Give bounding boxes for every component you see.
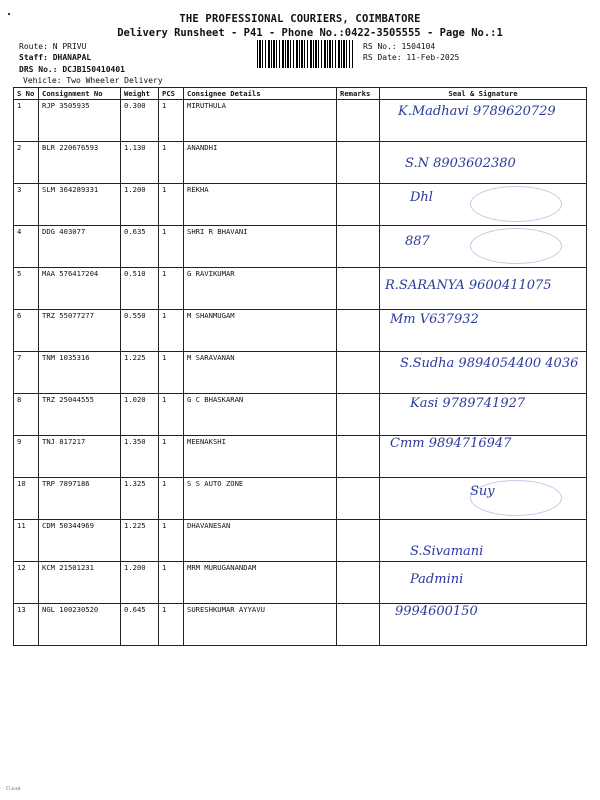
row-consignment: DDG 403077 xyxy=(39,226,121,268)
table-row xyxy=(14,520,587,562)
footer-mark: Clinsd xyxy=(6,786,21,791)
row-signature-cell xyxy=(380,520,587,562)
row-sno: 1 xyxy=(14,100,39,142)
row-signature-cell xyxy=(380,226,587,268)
row-pcs: 1 xyxy=(159,184,184,226)
handwritten-signature: Mm V637932 xyxy=(390,312,479,327)
row-remarks xyxy=(337,310,380,352)
row-sno: 4 xyxy=(14,226,39,268)
seal-stamp xyxy=(470,228,562,264)
row-consignment: MAA 576417204 xyxy=(39,268,121,310)
table-row xyxy=(14,562,587,604)
row-weight: 0.645 xyxy=(121,604,159,646)
row-consignee: M SARAVANAN xyxy=(184,352,337,394)
row-pcs: 1 xyxy=(159,268,184,310)
row-remarks xyxy=(337,520,380,562)
row-consignee: SHRI R BHAVANI xyxy=(184,226,337,268)
handwritten-signature: 887 xyxy=(405,234,430,249)
row-consignment: TRP 7897186 xyxy=(39,478,121,520)
row-consignee: ANANDHI xyxy=(184,142,337,184)
row-signature-cell xyxy=(380,562,587,604)
row-sno: 3 xyxy=(14,184,39,226)
seal-stamp xyxy=(470,480,562,516)
col-weight: Weight xyxy=(121,88,159,100)
row-remarks xyxy=(337,352,380,394)
row-sno: 7 xyxy=(14,352,39,394)
row-signature-cell xyxy=(380,268,587,310)
row-sno: 9 xyxy=(14,436,39,478)
row-signature-cell xyxy=(380,478,587,520)
row-remarks xyxy=(337,394,380,436)
table-row xyxy=(14,142,587,184)
row-weight: 1.200 xyxy=(121,184,159,226)
row-pcs: 1 xyxy=(159,352,184,394)
row-consignment: TRZ 25044555 xyxy=(39,394,121,436)
row-consignee: MRM MURUGANANDAM xyxy=(184,562,337,604)
handwritten-signature: R.SARANYA 9600411075 xyxy=(385,278,552,293)
row-signature-cell xyxy=(380,100,587,142)
row-consignee: G C BHASKARAN xyxy=(184,394,337,436)
row-signature-cell xyxy=(380,310,587,352)
rs-date: RS Date: 11-Feb-2025 xyxy=(363,53,460,62)
row-remarks xyxy=(337,100,380,142)
col-remarks: Remarks xyxy=(337,88,380,100)
row-weight: 1.225 xyxy=(121,520,159,562)
row-pcs: 1 xyxy=(159,310,184,352)
runsheet-title: Delivery Runsheet - P41 - Phone No.:0422-3505555 - Page No.:1 xyxy=(117,27,503,39)
row-weight: 0.635 xyxy=(121,226,159,268)
row-pcs: 1 xyxy=(159,226,184,268)
row-remarks xyxy=(337,226,380,268)
row-sno: 11 xyxy=(14,520,39,562)
handwritten-signature: Padmini xyxy=(410,572,464,587)
row-consignee: S S AUTO ZONE xyxy=(184,478,337,520)
row-pcs: 1 xyxy=(159,520,184,562)
col-signature: Seal & Signature xyxy=(380,88,587,100)
seal-stamp xyxy=(470,186,562,222)
row-pcs: 1 xyxy=(159,394,184,436)
row-weight: 0.550 xyxy=(121,310,159,352)
handwritten-signature: K.Madhavi 9789620729 xyxy=(398,104,556,119)
row-consignment: TRZ 55077277 xyxy=(39,310,121,352)
table-header xyxy=(14,88,587,100)
handwritten-signature: Dhl xyxy=(410,190,433,205)
row-signature-cell xyxy=(380,604,587,646)
row-pcs: 1 xyxy=(159,562,184,604)
table-row xyxy=(14,310,587,352)
row-weight: 1.325 xyxy=(121,478,159,520)
row-weight: 1.350 xyxy=(121,436,159,478)
drs-number: DRS No.: DCJB150410401 xyxy=(19,65,125,74)
row-weight: 0.300 xyxy=(121,100,159,142)
table-row xyxy=(14,352,587,394)
row-remarks xyxy=(337,184,380,226)
table-row xyxy=(14,478,587,520)
handwritten-signature: Suy xyxy=(470,484,495,499)
handwritten-signature: Cmm 9894716947 xyxy=(390,436,512,451)
row-signature-cell xyxy=(380,352,587,394)
row-sno: 8 xyxy=(14,394,39,436)
vehicle: Vehicle: Two Wheeler Delivery xyxy=(23,76,163,85)
handwritten-signature: S.Sudha 9894054400 4036 xyxy=(400,356,579,371)
row-signature-cell xyxy=(380,436,587,478)
row-sno: 13 xyxy=(14,604,39,646)
row-sno: 5 xyxy=(14,268,39,310)
handwritten-signature: S.N 8903602380 xyxy=(405,156,516,171)
row-consignment: KCM 21501231 xyxy=(39,562,121,604)
row-consignment: TNM 1035316 xyxy=(39,352,121,394)
row-consignment: TNJ 817217 xyxy=(39,436,121,478)
table-row xyxy=(14,268,587,310)
row-weight: 1.225 xyxy=(121,352,159,394)
row-consignee: REKHA xyxy=(184,184,337,226)
row-consignee: MEENAKSHI xyxy=(184,436,337,478)
col-consignment: Consignment No xyxy=(39,88,121,100)
runsheet-table xyxy=(13,87,587,646)
row-consignee: SURESHKUMAR AYYAVU xyxy=(184,604,337,646)
table-row xyxy=(14,394,587,436)
row-signature-cell xyxy=(380,184,587,226)
route: Route: N PRIVU xyxy=(19,42,87,51)
row-pcs: 1 xyxy=(159,436,184,478)
row-sno: 12 xyxy=(14,562,39,604)
row-consignment: SLM 364289331 xyxy=(39,184,121,226)
handwritten-signature: 9994600150 xyxy=(395,604,478,619)
row-remarks xyxy=(337,478,380,520)
row-consignee: DHAVANESAN xyxy=(184,520,337,562)
row-sno: 6 xyxy=(14,310,39,352)
row-consignment: NGL 100230520 xyxy=(39,604,121,646)
row-sno: 2 xyxy=(14,142,39,184)
barcode xyxy=(257,40,353,68)
row-consignment: CDM 50344969 xyxy=(39,520,121,562)
table-row xyxy=(14,604,587,646)
row-pcs: 1 xyxy=(159,142,184,184)
row-sno: 10 xyxy=(14,478,39,520)
row-pcs: 1 xyxy=(159,604,184,646)
col-pcs: PCS xyxy=(159,88,184,100)
row-consignee: G RAVIKUMAR xyxy=(184,268,337,310)
row-signature-cell xyxy=(380,142,587,184)
row-weight: 1.200 xyxy=(121,562,159,604)
row-weight: 1.020 xyxy=(121,394,159,436)
row-signature-cell xyxy=(380,394,587,436)
row-weight: 1.130 xyxy=(121,142,159,184)
table-row xyxy=(14,226,587,268)
row-weight: 0.510 xyxy=(121,268,159,310)
table-row xyxy=(14,184,587,226)
col-consignee: Consignee Details xyxy=(184,88,337,100)
row-remarks xyxy=(337,562,380,604)
row-remarks xyxy=(337,142,380,184)
row-consignment: RJP 3505935 xyxy=(39,100,121,142)
row-consignee: M SHANMUGAM xyxy=(184,310,337,352)
rs-number: RS No.: 1504104 xyxy=(363,42,436,51)
handwritten-signature: S.Sivamani xyxy=(410,544,484,559)
handwritten-signature: Kasi 9789741927 xyxy=(410,396,526,411)
staff: Staff: DHANAPAL xyxy=(19,53,92,62)
row-consignee: MIRUTHULA xyxy=(184,100,337,142)
row-remarks xyxy=(337,604,380,646)
row-remarks xyxy=(337,436,380,478)
table-row xyxy=(14,100,587,142)
col-sno: S No xyxy=(14,88,39,100)
table-row xyxy=(14,436,587,478)
row-remarks xyxy=(337,268,380,310)
row-consignment: BLR 220676593 xyxy=(39,142,121,184)
row-pcs: 1 xyxy=(159,100,184,142)
row-pcs: 1 xyxy=(159,478,184,520)
company-title: THE PROFESSIONAL COURIERS, COIMBATORE xyxy=(179,13,421,25)
